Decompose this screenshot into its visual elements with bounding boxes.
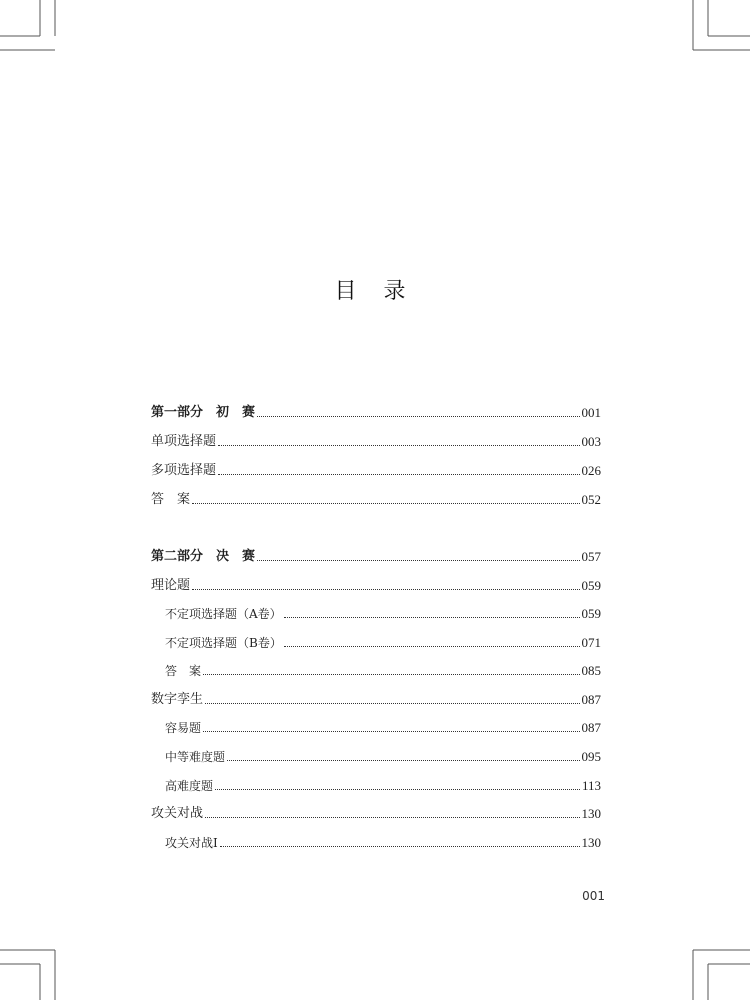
dot-leader <box>205 816 579 818</box>
dot-leader <box>227 759 579 761</box>
dot-leader <box>218 444 579 446</box>
dot-leader <box>192 502 579 504</box>
toc-entry[interactable] <box>151 489 601 509</box>
toc-entry[interactable] <box>151 803 601 823</box>
toc-entry[interactable] <box>151 632 601 652</box>
dot-leader <box>218 473 579 475</box>
toc-entry-label: 第一部分 初 赛 <box>151 405 256 420</box>
dot-leader <box>215 788 580 790</box>
toc-entry-label: 理论题 <box>151 578 191 593</box>
dot-leader <box>203 673 579 675</box>
toc-entry-label: 数字孪生 <box>151 692 204 707</box>
toc-entry-label: 中等难度题 <box>165 750 226 764</box>
toc-entry-label: 攻关对战Ⅰ <box>165 836 218 850</box>
toc-entry-page: 057 <box>581 549 601 564</box>
dot-leader <box>192 588 579 590</box>
toc-entry-page: 087 <box>581 692 601 707</box>
toc-entry-page: 095 <box>581 749 601 764</box>
toc-entry[interactable] <box>151 689 601 709</box>
toc-entry-label: 单项选择题 <box>151 434 217 449</box>
toc-entry-page: 130 <box>581 806 601 821</box>
toc-entry-label: 第二部分 决 赛 <box>151 549 256 564</box>
dot-leader <box>203 730 579 732</box>
toc-entry-label: 容易题 <box>165 721 202 735</box>
toc-entry-label: 不定项选择题（B卷） <box>165 636 282 650</box>
dot-leader <box>257 415 579 417</box>
toc-entry[interactable] <box>151 775 601 795</box>
toc-entry[interactable] <box>151 746 601 766</box>
toc-entry[interactable] <box>151 431 601 451</box>
toc-entry-page: 071 <box>581 635 601 650</box>
toc-entry[interactable] <box>151 717 601 737</box>
toc-entry-label: 答 案 <box>165 664 202 678</box>
toc-entry-label: 高难度题 <box>165 779 214 793</box>
page-title: 目 录 <box>334 279 416 304</box>
toc-entry-page: 001 <box>581 405 601 420</box>
dot-leader <box>257 559 579 561</box>
toc-entry-page: 085 <box>581 663 601 678</box>
toc-entry-page: 087 <box>581 720 601 735</box>
toc-entry-label: 多项选择题 <box>151 463 217 478</box>
toc-entry[interactable] <box>151 575 601 595</box>
toc-entry-label: 答 案 <box>151 492 191 507</box>
toc-entry-page: 130 <box>581 835 601 850</box>
dot-leader <box>284 616 580 618</box>
toc-entry-page: 059 <box>581 606 601 621</box>
toc-entry-page: 113 <box>581 778 601 793</box>
toc-entry-page: 059 <box>581 578 601 593</box>
toc-entry-label: 攻关对战 <box>151 806 204 821</box>
dot-leader <box>205 702 579 704</box>
dot-leader <box>284 645 580 647</box>
toc-entry[interactable] <box>151 832 601 852</box>
toc-entry[interactable] <box>151 546 601 566</box>
toc-entry-page: 003 <box>581 434 601 449</box>
toc-entry-page: 052 <box>581 492 601 507</box>
toc-entry-page: 026 <box>581 463 601 478</box>
toc-entry[interactable] <box>151 460 601 480</box>
toc-entry[interactable] <box>151 402 601 422</box>
toc-entry[interactable] <box>151 660 601 680</box>
dot-leader <box>220 845 580 847</box>
page-number: 001 <box>582 889 605 903</box>
toc-entry[interactable] <box>151 603 601 623</box>
toc-entry-label: 不定项选择题（A卷） <box>165 607 282 621</box>
